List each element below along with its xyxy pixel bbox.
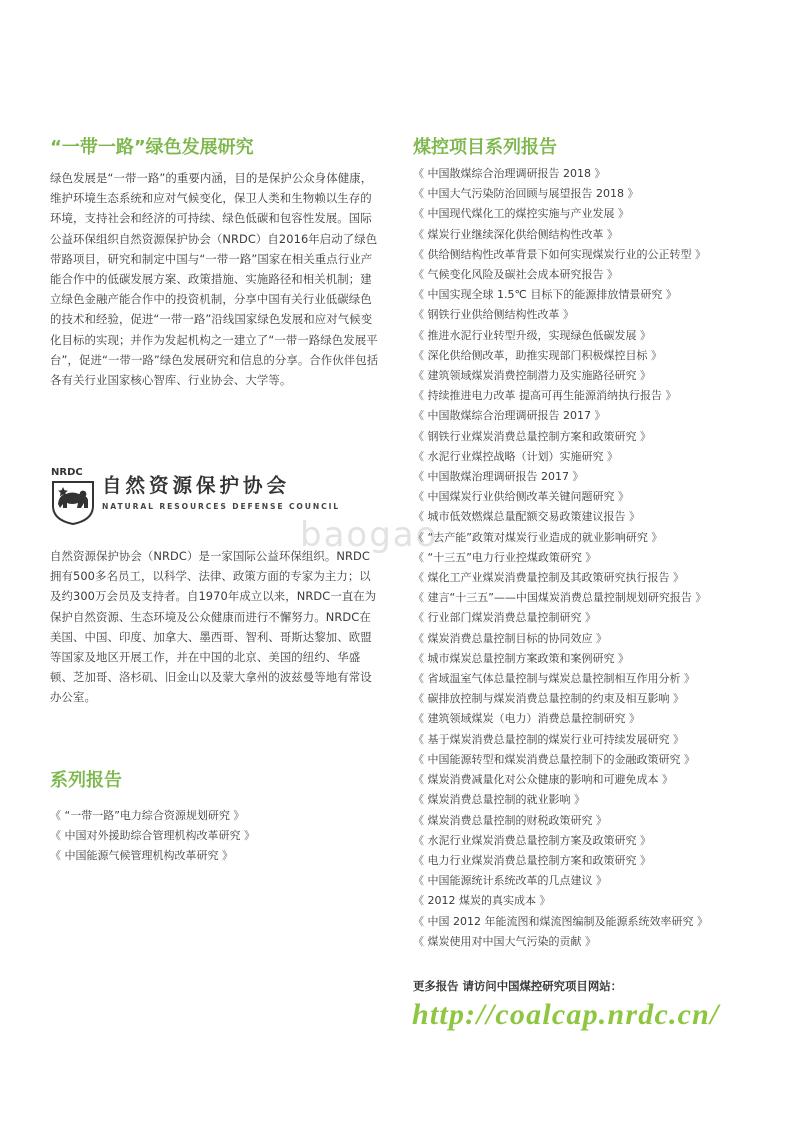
polar-bear-icon [50,464,96,526]
series-reports-section [50,770,380,867]
list-item: 《 基于煤炭消费总量控制的煤炭行业可持续发展研究 》 [413,732,684,746]
logo-abbreviation: NRDC [51,467,83,478]
nrdc-about-paragraph: 自然资源保护协会（NRDC）是一家国际公益环保组织。NRDC拥有500多名员工，以科学、法律、政策方面的专家为主力；以及约300万会员及支持者。自1970年成立以来，NRDC一直在为保护自然资源、生态环境及公众健康而进行不懈努力。NRDC在美国、中国、印度、加拿大、墨西哥、智利、哥斯达黎加、欧盟等国家及地区开展工作，并在中国的北京、美国的纽约、华盛顿、芝加哥、洛杉矶、旧金山以及蒙大拿州的波兹曼等地有常设办公室。 [50,549,377,705]
green-development-paragraph: 绿色发展是“一带一路”的重要内涵，目的是保护公众身体健康，维护环境生态系统和应对气候变化，保卫人类和生物赖以生存的环境，支持社会和经济的可持续、绿色低碳和包容性发展。国际公益环保组织自然资源保护协会（NRDC）自2016年启动了绿色带路项目，研究和制定中国与“一带一路”国家在相关重点行业产能合作中的低碳发展方案、政策措施、实施路径和相关机制；建立绿色金融产能合作中的投资机制，分享中国有关行业低碳绿色的技术和经验，促进“一带一路”沿线国家绿色发展和应对气候变化目标的实现；并作为发起机构之一建立了“一带一路绿色发展平台”，促进“一带一路”绿色发展研究和信息的分享。合作伙伴包括各有关行业国家核心智库、行业协会、大学等。 [50,171,379,388]
list-item: 《 深化供给侧改革，助推实现部门积极煤控目标 》 [413,348,662,362]
list-item: 《 城市低效燃煤总量配额交易政策建议报告 》 [413,510,640,524]
coal-report-list [413,164,753,952]
section-title-series-reports: 系列报告 [50,770,122,791]
list-item: 《 水泥行业煤控战略（计划）实施研究 》 [413,449,618,463]
list-item: 《 碳排放控制与煤炭消费总量控制的约束及相互影响 》 [413,692,684,706]
list-item: 《 水泥行业煤炭消费总量控制方案及政策研究 》 [413,833,651,847]
watermark: baogao [300,515,439,555]
list-item: 《 “一带一路”电力综合资源规划研究 》 [50,809,245,822]
list-item: 《 中国煤炭行业供给侧改革关键问题研究 》 [413,490,629,504]
section-title-coal-control: 煤控项目系列报告 [413,137,557,158]
list-item: 《 中国能源统计系统改革的几点建议 》 [413,874,607,888]
list-item: 《 中国实现全球 1.5℃ 目标下的能源排放情景研究 》 [413,288,677,302]
coal-control-reports-section [413,137,753,952]
list-item: 《 推进水泥行业转型升级，实现绿色低碳发展 》 [413,328,651,342]
list-item: 《 建筑领域煤炭消费控制潜力及实施路径研究 》 [413,369,651,383]
list-item: 《 煤化工产业煤炭消费量控制及其政策研究执行报告 》 [413,571,684,585]
list-item: 《 行业部门煤炭消费总量控制研究 》 [413,611,596,625]
green-development-section [50,137,380,390]
list-item: 《 煤炭消费总量控制的财税政策研究 》 [413,813,607,827]
list-item: 《 “十三五”电力行业控煤政策研究 》 [413,550,597,564]
list-item: 《 中国大气污染防治回顾与展望报告 2018 》 [413,187,639,201]
list-item: 《 钢铁行业煤炭消费总量控制方案和政策研究 》 [413,429,651,443]
list-item: 《 2012 煤炭的真实成本 》 [413,894,551,908]
list-item: 《 中国能源转型和煤炭消费总量控制下的金融政策研究 》 [413,752,695,766]
list-item: 《 电力行业煤炭消费总量控制方案和政策研究 》 [413,853,651,867]
website-link[interactable]: http://coalcap.nrdc.cn/ [412,998,720,1031]
list-item: 《 煤炭消费总量控制的就业影响 》 [413,793,585,807]
list-item: 《 “去产能”政策对煤炭行业造成的就业影响研究 》 [413,530,663,544]
list-item: 《 煤炭消费总量控制目标的协同效应 》 [413,631,607,645]
list-item: 《 供给侧结构性改革背景下如何实现煤炭行业的公正转型 》 [413,247,706,261]
series-report-list [50,806,380,867]
nrdc-about-section [50,546,380,708]
list-item: 《 省域温室气体总量控制与煤炭总量控制相互作用分析 》 [413,672,695,686]
list-item: 《 中国现代煤化工的煤控实施与产业发展 》 [413,207,629,221]
list-item: 《 中国散煤治理调研报告 2017 》 [413,470,584,484]
list-item: 《 中国散煤综合治理调研报告 2017 》 [413,409,606,423]
list-item: 《 煤炭使用对中国大气污染的贡献 》 [413,934,596,948]
list-item: 《 钢铁行业供给侧结构性改革 》 [413,308,574,322]
list-item: 《 中国散煤综合治理调研报告 2018 》 [413,167,606,180]
list-item: 《 建筑领域煤炭（电力）消费总量控制研究 》 [413,712,640,726]
more-reports-label: 更多报告 请访问中国煤控研究项目网站： [413,979,622,993]
list-item: 《 煤炭消费减量化对公众健康的影响和可避免成本 》 [413,773,673,787]
section-title-green-development: “一带一路”绿色发展研究 [50,137,254,158]
list-item: 《 气候变化风险及碳社会成本研究报告 》 [413,268,618,282]
list-item: 《 中国对外援助综合管理机构改革研究 》 [50,829,255,843]
list-item: 《 城市煤炭总量控制方案政策和案例研究 》 [413,651,629,665]
logo-name-chinese: 自然资源保护协会 [102,474,291,497]
list-item: 《 煤炭行业继续深化供给侧结构性改革 》 [413,227,618,241]
list-item: 《 中国 2012 年能流图和煤流图编制及能源系统效率研究 》 [413,914,708,928]
list-item: 《 中国能源气候管理机构改革研究 》 [50,849,233,863]
logo-name-english: NATURAL RESOURCES DEFENSE COUNCIL [102,502,341,511]
list-item: 《 持续推进电力改革 提高可再生能源消纳执行报告 》 [413,389,677,403]
list-item: 《 建言“十三五”——中国煤炭消费总量控制规划研究报告 》 [413,591,707,605]
